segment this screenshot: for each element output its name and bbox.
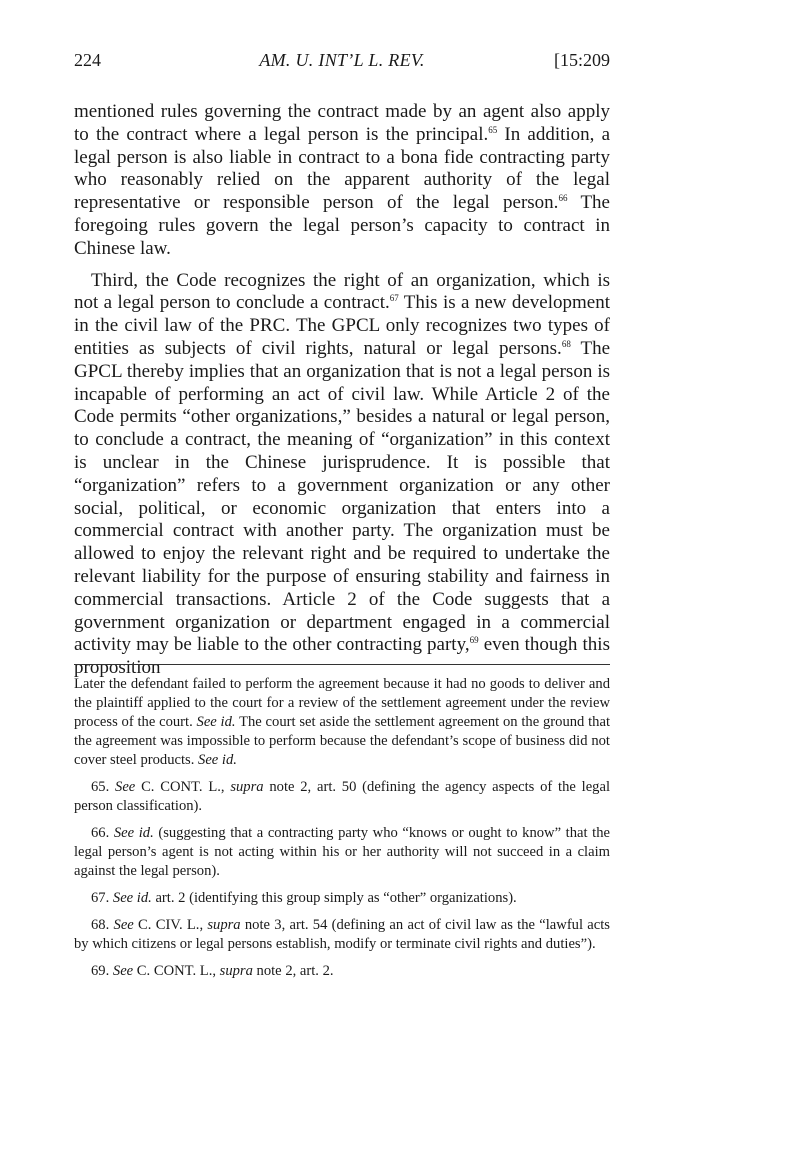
text-run: note 2, art. 2. <box>252 963 334 979</box>
text-run: mentioned rules governing the contract made by an agent also apply to the contract where a legal person is the principal. <box>74 101 610 145</box>
page-number: 224 <box>74 50 101 70</box>
text-run: See <box>115 779 136 795</box>
footnote-ref: 66 <box>558 193 568 204</box>
paragraph <box>74 270 610 680</box>
text-run: See id. <box>198 752 237 768</box>
footnote-number: 65. <box>91 779 116 795</box>
text-run: supra <box>219 963 253 979</box>
footnote-ref: 65 <box>488 124 498 135</box>
text-run: note 3, art. 54 (defining an act of civil law as the “lawful acts by which citizens or legal persons establish, modify or terminate civil rights and duties”). <box>74 917 610 952</box>
text-run: Third, the Code recognizes the right of an organization, which is not a legal person to conclude a contract. <box>74 269 610 314</box>
footnote-69 <box>74 962 610 981</box>
text-run: See id. <box>113 825 154 841</box>
text-run: (suggesting that a contracting party who “knows or ought to know” that the legal person’s agent is not acting within his or her authority will not succeed in a claim against the legal person). <box>74 825 611 879</box>
text-run: note 2, art. 50 (defining the agency aspects of the legal person classification). <box>74 779 610 814</box>
footnote-continued <box>74 675 610 770</box>
footnote-ref: 68 <box>561 338 571 349</box>
text-run: The court set aside the settlement agreement on the ground that the agreement was impossible to perform because the defendant’s scope of business did not cover steel products. <box>74 714 611 768</box>
volume-citation: [15:209 <box>554 50 610 70</box>
text-run: art. 2 (identifying this group simply as “other” organizations). <box>151 890 517 906</box>
journal-title: AM. U. INT’L L. REV. <box>259 50 425 70</box>
text-run: supra <box>207 917 241 933</box>
footnote-ref: 69 <box>469 635 479 646</box>
text-run: See id. <box>112 890 152 906</box>
main-text <box>74 101 610 680</box>
text-run: supra <box>230 779 264 795</box>
text-run: See <box>112 963 134 979</box>
text-run: C. CONT. L., <box>133 963 220 979</box>
footnote-68 <box>74 916 610 954</box>
running-header <box>74 50 610 74</box>
text-run: even though this proposition <box>74 634 610 679</box>
footnote-number: 67. <box>91 890 113 906</box>
text-run: In addition, a legal person is also liable in contract to a bona fide contracting party who reasonably relied on the apparent authority of the legal representative or responsible person of the legal person. <box>74 123 611 214</box>
paragraph <box>74 101 610 261</box>
text-run: See id. <box>196 714 236 730</box>
footnote-65 <box>74 778 610 816</box>
footnote-divider <box>74 664 610 665</box>
footnote-ref: 67 <box>389 293 399 304</box>
text-run: C. CONT. L., <box>135 779 231 795</box>
text-run: See <box>113 917 134 933</box>
footnote-number: 68. <box>91 917 114 933</box>
footnote-number: 69. <box>91 963 113 979</box>
footnotes <box>74 675 610 989</box>
footnote-number: 66. <box>91 825 114 841</box>
text-run: Later the defendant failed to perform the agreement because it had no goods to deliver and the plaintiff applied to the court for a review of the settlement agreement under the review process of the court. <box>74 676 610 730</box>
text-run: The foregoing rules govern the legal person’s capacity to contract in Chinese law. <box>74 192 610 259</box>
text-run: The GPCL thereby implies that an organization that is not a legal person is incapable of performing an act of civil law. While Article 2 of the Code permits “other organizations,” besides a natural or legal person, to conclude a contract, the meaning of “organization” in this context is unclear in the Chinese jurisprudence. It is possible that “organization” refers to a government organization or any other social, political, or economic organization that enters into a commercial contract with another party. The organization must be allowed to enjoy the relevant right and be required to undertake the relevant liability for the purpose of ensuring stability and fairness in commercial transactions. Article 2 of the Code suggests that a government organization or department engaged in a commercial activity may be liable to the other contracting party, <box>74 337 611 656</box>
text-run: C. CIV. L., <box>133 917 208 933</box>
footnote-66 <box>74 824 610 881</box>
text-run: This is a new development in the civil law of the PRC. The GPCL only recognizes two types of entities as subjects of civil rights, natural or legal persons. <box>74 292 610 359</box>
footnote-67 <box>74 889 610 908</box>
